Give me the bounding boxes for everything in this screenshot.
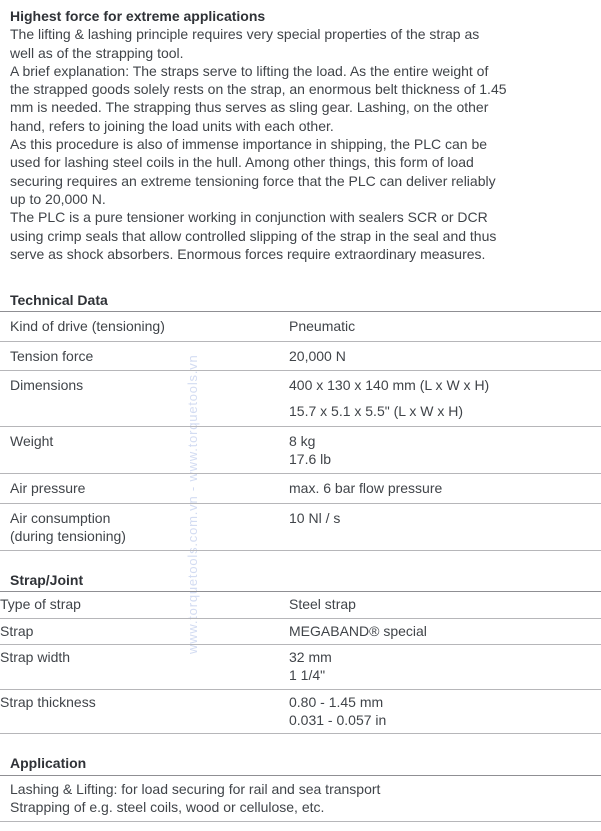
spec-value-cell bbox=[289, 592, 601, 618]
intro-paragraph bbox=[10, 62, 601, 135]
spec-fullwidth-cell bbox=[0, 775, 601, 822]
spec-row bbox=[0, 775, 601, 822]
section-heading-strap-joint: Strap/Joint bbox=[10, 572, 84, 589]
datasheet-content bbox=[0, 7, 601, 822]
watermark-text: www.torquetools.com.vn - www.torquetools.vn bbox=[185, 354, 200, 654]
intro-paragraph bbox=[10, 208, 601, 263]
text-line: serve as shock absorbers. Enormous forces require extraordinary measures. bbox=[10, 245, 486, 262]
spec-text-line: (during tensioning) bbox=[10, 527, 126, 544]
spec-text-line: 0.80 - 1.45 mm bbox=[289, 693, 384, 710]
section-application bbox=[0, 754, 601, 822]
spec-row bbox=[0, 618, 601, 644]
spec-row bbox=[0, 645, 601, 690]
spec-text-line: Weight bbox=[10, 432, 54, 449]
spec-row bbox=[0, 474, 601, 503]
spec-row bbox=[0, 312, 601, 341]
spec-label-cell bbox=[0, 592, 289, 618]
spec-text-line: Air consumption bbox=[10, 509, 111, 526]
spec-row bbox=[0, 341, 601, 370]
spec-value-cell bbox=[289, 426, 601, 474]
spec-text-line: Strap bbox=[0, 622, 34, 639]
spec-value-cell bbox=[289, 371, 601, 427]
spec-text-line: Air pressure bbox=[10, 480, 86, 497]
section-heading-application: Application bbox=[10, 755, 87, 772]
spec-text-line: Dimensions bbox=[10, 377, 84, 394]
application-table bbox=[0, 775, 601, 823]
spec-text-line: 10 Nl / s bbox=[289, 509, 341, 526]
spec-label-cell bbox=[0, 689, 289, 734]
spec-text-line: Strap width bbox=[0, 649, 71, 666]
strap-joint-table bbox=[0, 591, 601, 734]
spec-row bbox=[0, 689, 601, 734]
spec-text-line: 32 mm bbox=[289, 649, 332, 666]
spec-text-line: Type of strap bbox=[0, 596, 81, 613]
spec-text-line: 20,000 N bbox=[289, 347, 346, 364]
spec-label-cell bbox=[0, 426, 289, 474]
text-line: A brief explanation: The straps serve to lifting the load. As the entire weight of bbox=[10, 62, 489, 79]
intro-paragraphs bbox=[10, 25, 601, 263]
text-line: The lifting & lashing principle requires very special properties of the strap as bbox=[10, 26, 480, 43]
spec-label-cell bbox=[0, 618, 289, 644]
text-line: As this procedure is also of immense importance in shipping, the PLC can be bbox=[10, 136, 488, 153]
text-line: up to 20,000 N. bbox=[10, 190, 106, 207]
spec-value-cell bbox=[289, 618, 601, 644]
spec-text-line: 8 kg bbox=[289, 432, 316, 449]
spec-value-cell bbox=[289, 474, 601, 503]
spec-value-cell bbox=[289, 645, 601, 690]
spec-text-line: 400 x 130 x 140 mm (L x W x H) bbox=[289, 377, 490, 394]
spec-text-line: Pneumatic bbox=[289, 318, 356, 335]
section-strap-joint bbox=[0, 571, 601, 734]
spec-text-line: 1 1/4" bbox=[289, 667, 326, 684]
spec-text-line: Strapping of e.g. steel coils, wood or cellulose, etc. bbox=[10, 798, 325, 815]
spec-value-cell bbox=[289, 689, 601, 734]
spec-row bbox=[0, 426, 601, 474]
spec-text-line: 15.7 x 5.1 x 5.5" (L x W x H) bbox=[289, 403, 464, 420]
text-line: using crimp seals that allow controlled slipping of the strap in the seal and thus bbox=[10, 227, 497, 244]
spec-text-line: Steel strap bbox=[289, 596, 356, 613]
section-heading-technical-data: Technical Data bbox=[10, 292, 108, 309]
spec-row bbox=[0, 503, 601, 551]
intro-paragraph bbox=[10, 135, 601, 208]
spec-text-line: Tension force bbox=[10, 347, 94, 364]
spec-label-cell bbox=[0, 341, 289, 370]
text-line: hand, refers to joining the load units with each other. bbox=[10, 117, 334, 134]
spec-text-line: max. 6 bar flow pressure bbox=[289, 480, 443, 497]
text-line: the strapped goods solely rests on the strap, an enormous belt thickness of 1.45 bbox=[10, 81, 507, 98]
spec-text-line: Strap thickness bbox=[0, 693, 96, 710]
spec-text-line: MEGABAND® special bbox=[289, 622, 427, 639]
text-line: mm is needed. The strapping thus serves as sling gear. Lashing, on the other bbox=[10, 99, 489, 116]
spec-text-line bbox=[289, 394, 595, 402]
spec-row bbox=[0, 371, 601, 427]
text-line: used for lashing steel coils in the hull. Among other things, this form of load bbox=[10, 154, 474, 171]
page-title: Highest force for extreme applications bbox=[10, 8, 266, 24]
intro-paragraph bbox=[10, 25, 601, 62]
text-line: securing requires an extreme tensioning force that the PLC can deliver reliably bbox=[10, 172, 496, 189]
spec-text-line: 17.6 lb bbox=[289, 450, 332, 467]
technical-data-table bbox=[0, 311, 601, 551]
spec-label-cell bbox=[0, 312, 289, 341]
spec-value-cell bbox=[289, 312, 601, 341]
spec-label-cell bbox=[0, 474, 289, 503]
spec-text-line: Kind of drive (tensioning) bbox=[10, 318, 165, 335]
spec-text-line: Lashing & Lifting: for load securing for rail and sea transport bbox=[10, 780, 381, 797]
text-line: The PLC is a pure tensioner working in conjunction with sealers SCR or DCR bbox=[10, 209, 488, 226]
spec-label-cell bbox=[0, 645, 289, 690]
section-technical-data bbox=[0, 291, 601, 551]
spec-row bbox=[0, 592, 601, 618]
spec-label-cell bbox=[0, 371, 289, 427]
spec-value-cell bbox=[289, 341, 601, 370]
spec-label-cell bbox=[0, 503, 289, 551]
text-line: well as of the strapping tool. bbox=[10, 44, 184, 61]
spec-value-cell bbox=[289, 503, 601, 551]
spec-text-line: 0.031 - 0.057 in bbox=[289, 711, 387, 728]
